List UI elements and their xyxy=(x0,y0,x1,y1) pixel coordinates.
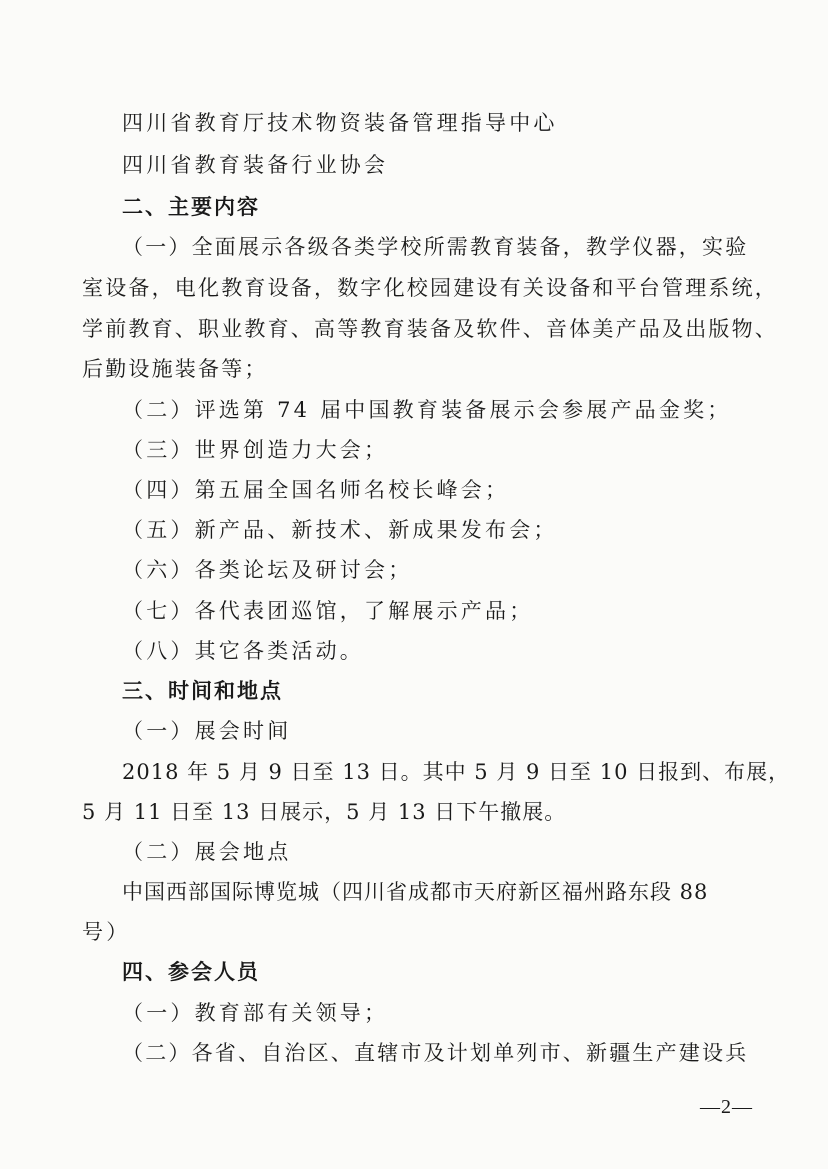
exhibition-time-title: （一）展会时间 xyxy=(122,719,292,743)
section-2-item-1-line-3: 学前教育、职业教育、高等教育装备及软件、音体美产品及出版物、 xyxy=(82,317,778,341)
section-2-item-1-line-4: 后勤设施装备等； xyxy=(82,357,268,381)
section-4-heading: 四、参会人员 xyxy=(122,960,260,984)
section-2-item-8: （八）其它各类活动。 xyxy=(122,639,364,663)
page-number: —2— xyxy=(700,1096,753,1118)
organizer-line-2: 四川省教育装备行业协会 xyxy=(122,153,389,177)
exhibition-place-line-1: 中国西部国际博览城（四川省成都市天府新区福州路东段 88 xyxy=(122,880,709,904)
section-2-item-4: （四）第五届全国名师名校长峰会； xyxy=(122,478,510,502)
organizer-line-1: 四川省教育厅技术物资装备管理指导中心 xyxy=(122,111,558,135)
section-2-item-3: （三）世界创造力大会； xyxy=(122,438,389,462)
section-2-item-1-line-2: 室设备，电化教育设备，数字化校园建设有关设备和平台管理系统， xyxy=(82,276,778,300)
exhibition-time-line-2: 5 月 11 日至 13 日展示，5 月 13 日下午撤展。 xyxy=(82,800,567,824)
section-2-item-5: （五）新产品、新技术、新成果发布会； xyxy=(122,518,558,542)
section-4-item-1: （一）教育部有关领导； xyxy=(122,1001,389,1025)
section-4-item-2: （二）各省、自治区、直辖市及计划单列市、新疆生产建设兵 xyxy=(122,1041,749,1065)
exhibition-time-line-1: 2018 年 5 月 9 日至 13 日。其中 5 月 9 日至 10 日报到、布展， xyxy=(122,760,791,784)
section-3-heading: 三、时间和地点 xyxy=(122,679,283,703)
section-2-item-1-line-1: （一）全面展示各级各类学校所需教育装备，教学仪器，实验 xyxy=(122,235,749,259)
exhibition-place-title: （二）展会地点 xyxy=(122,840,292,864)
section-2-heading: 二、主要内容 xyxy=(122,195,260,219)
section-2-item-7: （七）各代表团巡馆，了解展示产品； xyxy=(122,599,534,623)
section-2-item-2: （二）评选第 74 届中国教育装备展示会参展产品金奖； xyxy=(122,398,732,422)
exhibition-place-line-2: 号） xyxy=(82,920,131,944)
section-2-item-6: （六）各类论坛及研讨会； xyxy=(122,558,413,582)
